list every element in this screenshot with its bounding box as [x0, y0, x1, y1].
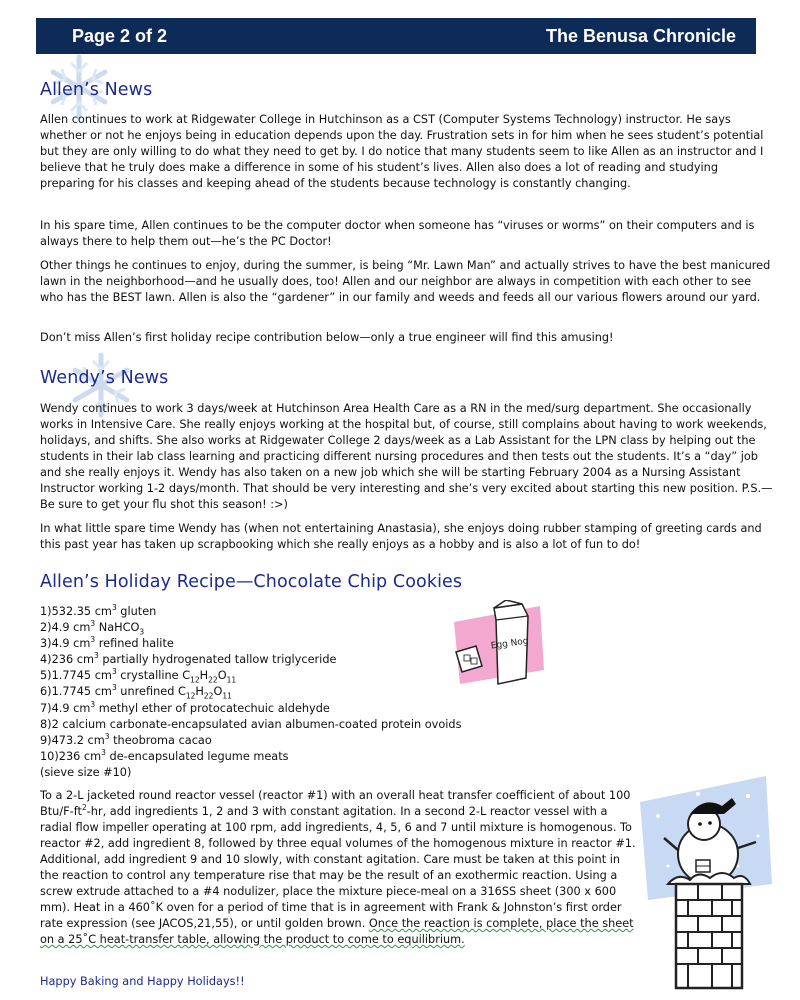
recipe-instructions: To a 2-L jacketed round reactor vessel (reactor #1) with an overall heat transfer coefficient of about 100 Btu/$F-ft^2-hr$, add ingredients 1, 2 and 3 with constant agitation. In a second 2-L reactor vessel with a radial flow impeller operating at 100 rpm, add ingredients, 4, 5, 6 and 7 until mixture is homogenous. To reactor #2, add ingredient 8, followed by three equal volumes of the homogenous mixture in reactor #1. Additional, add ingredient 9 and 10 slowly, with constant agitation. Care must be taken at this point in the reaction to control any temperature rise that may be the result of an exothermic reaction. Using a screw extrude attached to a #4 nodulizer, place the mixture piece-meal on a 316SS sheet (300 x 600 mm). Heat in a 460˚K oven for a period of time that is in agreement with Frank & Johnston’s first order rate expression (see JACOS,21,55), or until golden brown. Once the reaction is complete, place the sheet on a 25˚C heat-transfer table, allowing the product to come to equilibrium.: [40, 789, 636, 946]
wendy-paragraph-1: Wendy continues to work 3 days/week at Hutchinson Area Health Care as a RN in the med/surg department. She occasionally works in Intensive Care. She really enjoys working at the hospital but, of course, still complains about having to work weekends, holidays, and shifts. She also works at Ridgewater College 2 days/week as a Lab Assistant for the LPN class by helping out the students in their lab class learning and practicing different nursing procedures and then tests out the students. It’s a “day” job and she really enjoys it. Wendy has also taken on a new job which she will be starting February 2004 as a Nursing Assistant Instructor working 1-2 days/month. That should be very interesting and she’s very excited about starting this new position. P.S.—Be sure to get your flu shot this season! :>): [40, 402, 773, 511]
ingredient-item: 7)4.9 $cm^3$ methyl ether of protocatechuic aldehyde: [40, 699, 330, 715]
ingredient-item: 9)473.2 $cm^3$ theobroma cacao: [40, 731, 212, 747]
ingredient-item: 10)236 $cm^3$ de-encapsulated legume meats: [40, 748, 289, 763]
wendy-paragraph-2: In what little spare time Wendy has (when not entertaining Anastasia), she enjoys doing rubber stamping of greeting cards and this past year has taken up scrapbooking which she really enjoys as a hobby and is also a lot of fun to do!: [40, 522, 762, 551]
allen-paragraph-4: Don’t miss Allen’s first holiday recipe contribution below—only a true engineer will find this amusing!: [40, 331, 614, 344]
ingredient-item: 8)2 calcium carbonate-encapsulated avian albumen-coated protein ovoids: [40, 717, 462, 731]
allen-paragraph-2: In his spare time, Allen continues to be the computer doctor when someone has “viruses or worms” on their computers and is always there to help them out—he’s the PC Doctor!: [40, 219, 755, 248]
carton-label: Egg Nog: [490, 636, 530, 652]
page-number: Page 2 of 2: [72, 25, 168, 46]
ingredient-item: 4)236 $cm^3$ partially hydrogenated tallow triglyceride: [40, 651, 337, 667]
ingredient-list: [40, 604, 461, 781]
allen-paragraph-3: Other things he continues to enjoy, during the summer, is being “Mr. Lawn Man” and actually strives to have the best manicured lawn in the neighborhood—and he usually does, too! Allen and our neighbor are always in competition with each other to see who has the BEST lawn. Allen is also the “gardener” in our family and weeds and feeds all our various flowers around our yard.: [40, 259, 771, 304]
ingredient-item: 3)4.9 $cm^3$ refined halite: [40, 635, 174, 651]
closing-line: Happy Baking and Happy Holidays!!: [40, 975, 245, 988]
ingredient-item: 5)1.7745 $cm^3$ crystalline $C_{12}H_{22}O_{11}$: [40, 667, 237, 685]
allen-paragraph-1: Allen continues to work at Ridgewater College in Hutchinson as a CST (Computer Systems Technology) instructor. He says whether or not he enjoys being in education depends upon the day. Frustration sets in for him when he sees student’s potential but they are only willing to do what they need to get by. I do notice that many students seem to like Allen as an instructor and I believe that he truly does make a difference in some of his student’s lives. Allen also does a lot of reading and studying preparing for his classes and keeping ahead of the students because technology is constantly changing.: [40, 113, 764, 190]
wendy-news-heading: Wendy’s News: [40, 368, 169, 388]
ingredient-item: 1)532.35 $cm^3$ gluten: [40, 603, 157, 618]
page-banner: [36, 18, 756, 54]
egg-nog-carton-icon: [446, 600, 546, 692]
ingredient-item: 2)4.9 $cm^3$ NaHCO$_3$: [40, 619, 145, 637]
newsletter-title: The Benusa Chronicle: [545, 25, 736, 46]
ingredient-item: (sieve size #10): [40, 765, 132, 779]
allen-news-heading: Allen’s News: [40, 80, 153, 100]
ingredient-item: 6)1.7745 $cm^3$ unrefined $C_{12}H_{22}O_{11}$: [40, 683, 232, 701]
snowman-in-chimney-icon: [638, 776, 774, 992]
recipe-heading: Allen’s Holiday Recipe—Chocolate Chip Cookies: [40, 572, 463, 592]
